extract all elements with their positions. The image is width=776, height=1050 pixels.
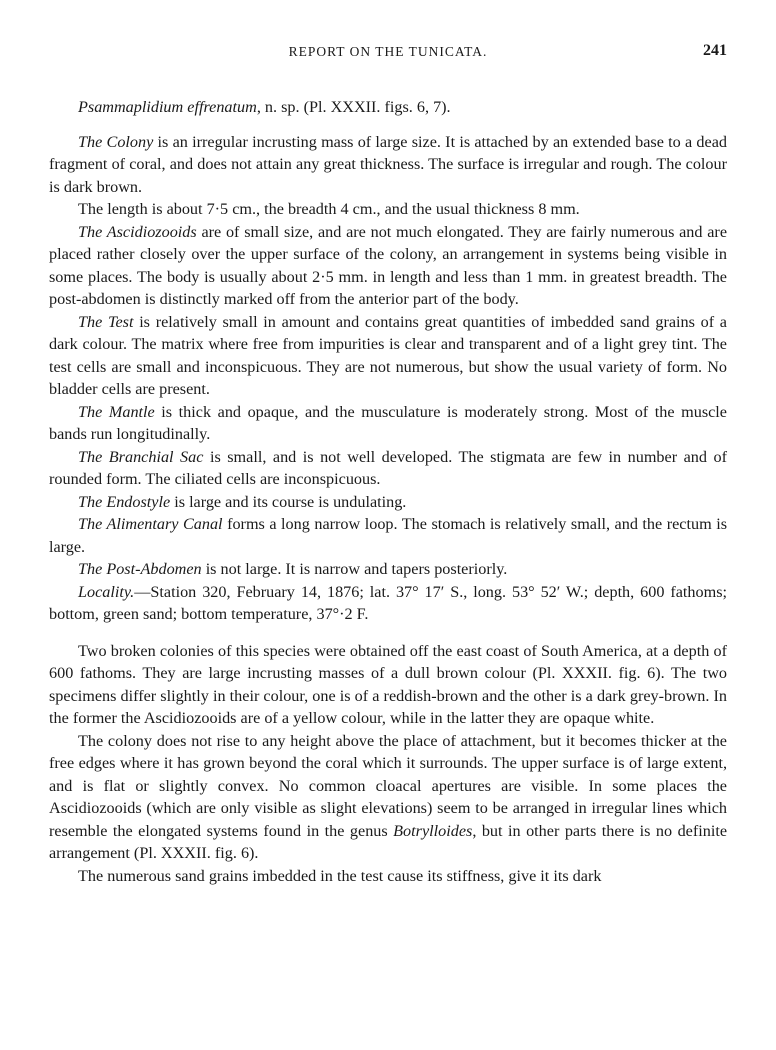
paragraph-discussion-2 — [49, 730, 727, 865]
species-name: Psammaplidium effrenatum — [78, 98, 257, 116]
section-heading: The Colony — [78, 132, 154, 151]
text-body — [49, 96, 727, 887]
species-heading — [78, 96, 727, 119]
paragraph-text: The colony does not rise to any height above the place of attachment, but it becomes thicker at the free edges where it has grown beyond the coral which it surrounds. The upper surface is of large extent, and is flat or slightly convex. No common cloacal apertures are visible. In some places the Ascidiozooids (which are only visible as slight elevations) seem to be arranged in irregular lines which resemble the elongated systems found in the genus — [49, 731, 727, 840]
section-heading: The Post-Abdomen — [78, 560, 202, 578]
paragraph-post-abdomen — [49, 558, 727, 581]
paragraph-text: is thick and opaque, and the musculature is moderately strong. Most of the muscle bands run longitudinally. — [49, 402, 727, 443]
paragraph-text: are of small size, and are not much elongated. They are fairly numerous and are placed rather closely over the upper surface of the colony, an arrangement in systems being visible in some places. The body is usually about 2·5 mm. in length and less than 1 mm. in greatest breadth. The post-abdomen is distinctly marked off from the anterior part of the body. — [49, 222, 728, 308]
section-heading: The Alimentary Canal — [78, 515, 223, 533]
species-suffix: , n. sp. (Pl. XXXII. figs. 6, 7). — [256, 98, 451, 116]
running-title: REPORT ON THE TUNICATA. — [288, 44, 488, 59]
paragraph-text: is relatively small in amount and contains great quantities of imbedded sand grains of a dark colour. The matrix where free from impurities is clear and transparent and of a light grey tint. The test cells are small and inconspicuous. They are not numerous, but show the usual variety of form. No bladder cells are present. — [49, 312, 727, 398]
paragraph-locality — [49, 581, 727, 626]
page-number: 241 — [703, 42, 727, 59]
section-heading: The Ascidiozooids — [78, 222, 197, 241]
paragraph-text: , but in other parts there is no definite arrangement (Pl. XXXII. fig. 6). — [49, 821, 728, 862]
paragraph-text: is small, and is not well developed. The stigmata are few in number and of rounded form. The ciliated cells are inconspicuous. — [49, 447, 727, 488]
paragraph-text: is not large. It is narrow and tapers posteriorly. — [201, 560, 508, 578]
paragraph-endostyle — [49, 491, 727, 514]
paragraph-ascidiozooids — [49, 221, 727, 311]
paragraph-branchial-sac — [49, 446, 727, 491]
paragraph-test — [49, 311, 727, 401]
running-header — [49, 44, 727, 66]
paragraph-text: The length is about 7·5 cm., the breadth 4 cm., and the usual thickness 8 mm. — [78, 200, 580, 218]
paragraph-text: —Station 320, February 14, 1876; lat. 37° 17′ S., long. 53° 52′ W.; depth, 600 fathoms; bottom, green sand; bottom temperature, 37°·2 F. — [49, 582, 727, 623]
paragraph-text: Two broken colonies of this species were obtained off the east coast of South America, at a depth of 600 fathoms. They are large incrusting masses of a dull brown colour (Pl. XXXII. fig. 6). The two specimens differ slightly in their colour, one is of a reddish-brown and the other is a dark grey-brown. In the former the Ascidiozooids are of a yellow colour, while in the latter they are opaque white. — [49, 641, 727, 727]
section-heading: The Branchial Sac — [78, 447, 204, 466]
paragraph-discussion-1 — [49, 640, 727, 730]
paragraph-alimentary-canal — [49, 513, 727, 558]
paragraph-text: The numerous sand grains imbedded in the test cause its stiffness, give it its dark — [78, 866, 602, 885]
paragraph-dimensions — [49, 198, 727, 221]
section-heading: The Mantle — [78, 402, 155, 421]
section-heading: The Endostyle — [78, 492, 171, 511]
section-heading: Locality. — [78, 582, 135, 601]
section-gap — [49, 626, 727, 640]
paragraph-text: is an irregular incrusting mass of large size. It is attached by an extended base to a dead fragment of coral, and does not attain any great thickness. The surface is irregular and rough. The colour is dark brown. — [49, 132, 727, 196]
paragraph-discussion-3 — [49, 865, 727, 888]
section-heading: The Test — [78, 312, 134, 331]
paragraph-text: is large and its course is undulating. — [170, 492, 407, 511]
paragraph-text: forms a long narrow loop. The stomach is relatively small, and the rectum is large. — [49, 515, 727, 556]
genus-name: Botrylloides — [393, 821, 473, 840]
paragraph-colony — [49, 131, 727, 199]
paragraph-mantle — [49, 401, 727, 446]
